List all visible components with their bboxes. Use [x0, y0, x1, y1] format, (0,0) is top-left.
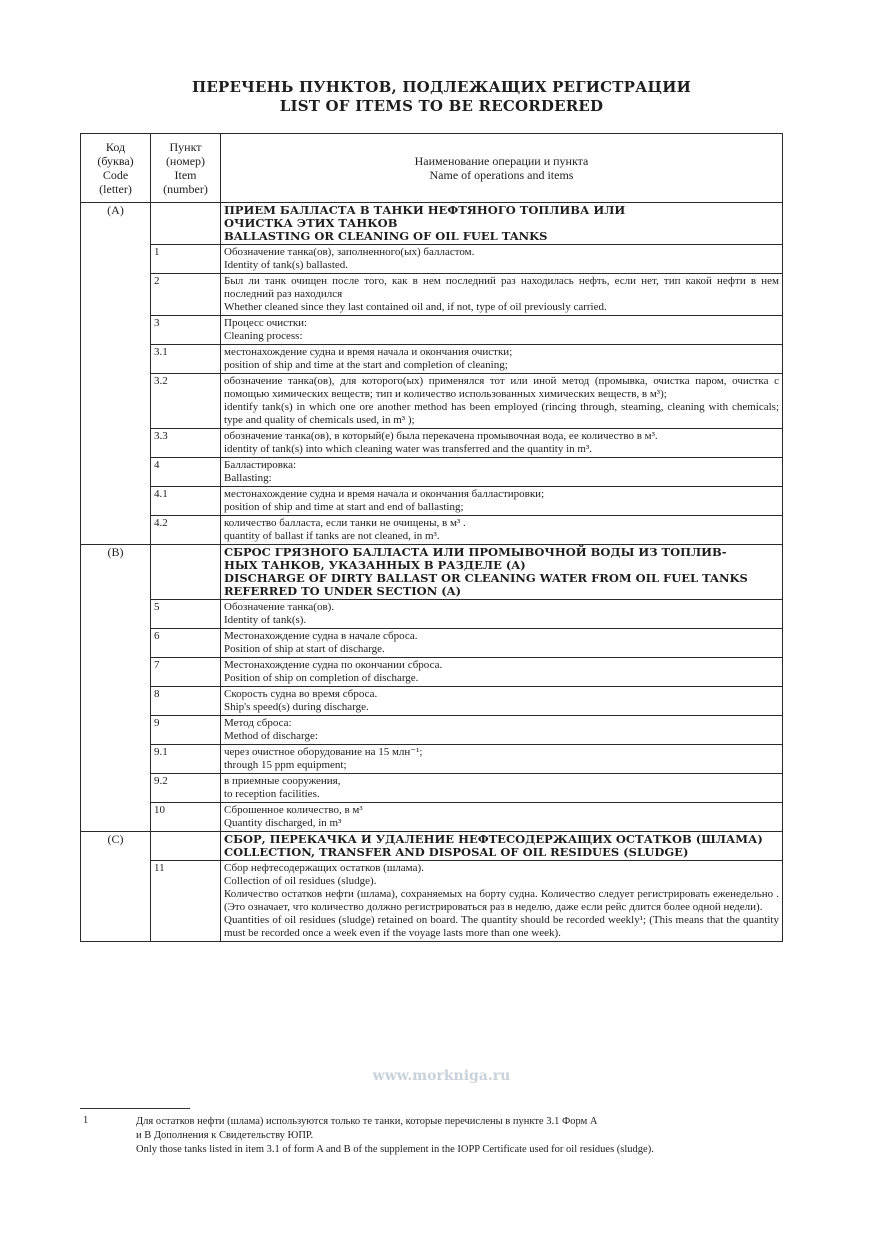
item-description-line: Position of ship on completion of discharge.	[224, 672, 419, 684]
item-description-line: Был ли танк очищен после того, как в нем последний раз находилась нефть, если нет, тип какой нефти в нем последний раз находился	[224, 275, 779, 300]
item-description-line: Method of discharge:	[224, 730, 318, 742]
item-description	[221, 716, 783, 745]
item-description-line: обозначение танка(ов), в который(е) была перекачена промывочная вода, ее количество в м³.	[224, 430, 658, 442]
section-heading	[221, 832, 783, 861]
item-number: 5	[151, 600, 221, 629]
item-description	[221, 600, 783, 629]
item-number: 7	[151, 658, 221, 687]
footnote-divider	[80, 1108, 190, 1109]
section-heading	[221, 545, 783, 600]
item-description	[221, 374, 783, 429]
section-code: (B)	[81, 545, 151, 832]
item-description-line: identity of tank(s) into which cleaning water was transferred and the quantity in m³.	[224, 443, 593, 455]
item-description-line: в приемные сооружения,	[224, 775, 341, 787]
item-description-line: Процесс очистки:	[224, 317, 308, 329]
header-operation-line: Name of operations and items	[429, 168, 574, 182]
section-row	[81, 832, 783, 861]
item-description-line: Whether cleaned since they last contained oil and, if not, type of oil previously carried.	[224, 301, 607, 313]
item-description-line: Сброшенное количество, в м³	[224, 804, 363, 816]
section-heading-line: BALLASTING OR CLEANING OF OIL FUEL TANKS	[224, 229, 548, 243]
item-description-line: Ballasting:	[224, 472, 272, 484]
item-number: 1	[151, 245, 221, 274]
item-description-line: через очистное оборудование на 15 млн⁻¹;	[224, 746, 423, 758]
table-row	[81, 629, 783, 658]
table-row	[81, 429, 783, 458]
records-table	[80, 133, 783, 942]
item-description-line: position of ship and time at start and end of ballasting;	[224, 501, 464, 513]
section-code: (A)	[81, 203, 151, 545]
header-item	[151, 134, 221, 203]
item-description-line: Скорость судна во время сброса.	[224, 688, 378, 700]
section-heading-num-cell	[151, 832, 221, 861]
header-operation	[221, 134, 783, 203]
page-title	[0, 78, 883, 116]
table-row	[81, 716, 783, 745]
table-row	[81, 374, 783, 429]
item-description-line: Местонахождение судна в начале сброса.	[224, 630, 418, 642]
item-number: 2	[151, 274, 221, 316]
item-description-line: Обозначение танка(ов), заполненного(ых) балластом.	[224, 246, 475, 258]
item-description-line: to reception facilities.	[224, 788, 320, 800]
header-item-line: Пункт	[169, 140, 202, 154]
section-heading-line: НЫХ ТАНКОВ, УКАЗАННЫХ В РАЗДЕЛЕ (A)	[224, 558, 526, 572]
table-row	[81, 516, 783, 545]
item-description-line: Identity of tank(s) ballasted.	[224, 259, 349, 271]
section-code: (C)	[81, 832, 151, 942]
table-row	[81, 861, 783, 942]
section-heading-line: REFERRED TO UNDER SECTION (A)	[224, 584, 462, 598]
item-number: 3.2	[151, 374, 221, 429]
footnote-line: Для остатков нефти (шлама) используются только те танки, которые перечислены в пункте 3.1 Форм А	[136, 1116, 598, 1127]
footnote-mark: 1	[83, 1115, 89, 1126]
table-row	[81, 658, 783, 687]
item-description-line: Метод сброса:	[224, 717, 292, 729]
item-number: 11	[151, 861, 221, 942]
item-description	[221, 861, 783, 942]
table-row	[81, 487, 783, 516]
table-row	[81, 274, 783, 316]
header-code	[81, 134, 151, 203]
item-description	[221, 745, 783, 774]
section-heading-line: ОЧИСТКА ЭТИХ ТАНКОВ	[224, 216, 398, 230]
header-code-line: Код	[105, 140, 126, 154]
table-row	[81, 345, 783, 374]
header-item-line: (number)	[163, 182, 208, 196]
item-number: 3	[151, 316, 221, 345]
item-number: 9.2	[151, 774, 221, 803]
item-description	[221, 774, 783, 803]
footnote-line: и В Дополнения к Свидетельству ЮПР.	[136, 1130, 314, 1141]
item-description-line: обозначение танка(ов), для которого(ых) применялся тот или иной метод (промывка, очистка паром, очистка с помощью химических веществ; тип и количество использованных химических веществ, в м³);	[224, 375, 779, 400]
section-heading	[221, 203, 783, 245]
section-row	[81, 545, 783, 600]
table-row	[81, 600, 783, 629]
item-description-line: Collection of oil residues (sludge).	[224, 875, 377, 887]
item-number: 3.3	[151, 429, 221, 458]
item-description	[221, 687, 783, 716]
section-heading-line: ПРИЕМ БАЛЛАСТА В ТАНКИ НЕФТЯНОГО ТОПЛИВА ИЛИ	[224, 203, 626, 217]
section-heading-line: СБОР, ПЕРЕКАЧКА И УДАЛЕНИЕ НЕФТЕСОДЕРЖАЩИХ ОСТАТКОВ (ШЛАМА)	[224, 832, 763, 846]
table-row	[81, 774, 783, 803]
item-description	[221, 629, 783, 658]
footnote-line: Only those tanks listed in item 3.1 of form A and B of the supplement in the IOPP Certificate used for oil residues (sludge).	[136, 1144, 654, 1155]
header-code-line: Code	[102, 168, 129, 182]
table-row	[81, 316, 783, 345]
item-description	[221, 429, 783, 458]
item-description-line: Quantity discharged, in m³	[224, 817, 342, 829]
item-description-line: Quantities of oil residues (sludge) retained on board. The quantity should be recorded weekly¹; (This means that the quantity must be recorded once a week even if the voyage lasts more than one week).	[224, 914, 779, 939]
item-description-line: Cleaning process:	[224, 330, 303, 342]
item-number: 10	[151, 803, 221, 832]
item-description	[221, 658, 783, 687]
item-description-line: identify tank(s) in which one ore another method has been employed (rincing through, steaming, cleaning with chemicals; type and quality of chemicals used, in m³ );	[224, 401, 779, 426]
item-description-line: Identity of tank(s).	[224, 614, 307, 626]
item-number: 3.1	[151, 345, 221, 374]
item-number: 9	[151, 716, 221, 745]
section-heading-num-cell	[151, 545, 221, 600]
item-number: 6	[151, 629, 221, 658]
section-heading-line: DISCHARGE OF DIRTY BALLAST OR CLEANING WATER FROM OIL FUEL TANKS	[224, 571, 748, 585]
title-en: LIST OF ITEMS TO BE RECORDERED	[279, 97, 604, 115]
item-number: 4.2	[151, 516, 221, 545]
table-row	[81, 245, 783, 274]
footnote-text	[136, 1115, 796, 1157]
header-item-line: (номер)	[165, 154, 206, 168]
table-row	[81, 803, 783, 832]
title-ru: ПЕРЕЧЕНЬ ПУНКТОВ, ПОДЛЕЖАЩИХ РЕГИСТРАЦИИ	[192, 78, 691, 96]
item-number: 4.1	[151, 487, 221, 516]
header-code-line: (letter)	[99, 182, 132, 196]
item-description	[221, 516, 783, 545]
section-heading-line: COLLECTION, TRANSFER AND DISPOSAL OF OIL RESIDUES (SLUDGE)	[224, 845, 689, 859]
item-description-line: Местонахождение судна по окончании сброса.	[224, 659, 443, 671]
watermark: www.morkniga.ru	[372, 1068, 511, 1084]
item-number: 4	[151, 458, 221, 487]
item-description	[221, 487, 783, 516]
item-description	[221, 803, 783, 832]
item-description-line: местонахождение судна и время начала и окончания очистки;	[224, 346, 513, 358]
item-description-line: position of ship and time at the start and completion of cleaning;	[224, 359, 508, 371]
item-description-line: Ship's speed(s) during discharge.	[224, 701, 369, 713]
item-description-line: местонахождение судна и время начала и окончания балластировки;	[224, 488, 545, 500]
item-description	[221, 458, 783, 487]
item-description	[221, 274, 783, 316]
item-number: 9.1	[151, 745, 221, 774]
header-item-line: Item	[174, 168, 197, 182]
item-description-line: количество балласта, если танки не очищены, в м³ .	[224, 517, 466, 529]
item-description	[221, 316, 783, 345]
item-description-line: quantity of ballast if tanks are not cleaned, in m³.	[224, 530, 440, 542]
table-row	[81, 458, 783, 487]
header-operation-line: Наименование операции и пункта	[414, 154, 589, 168]
item-description	[221, 345, 783, 374]
item-number: 8	[151, 687, 221, 716]
table-row	[81, 687, 783, 716]
item-description-line: Количество остатков нефти (шлама), сохраняемых на борту судна. Количество следует регистрировать еженедельно . (Это означает, что количество должно регистрироваться раз в неделю, даже если рейс длится более одной недели).	[224, 888, 779, 913]
section-row	[81, 203, 783, 245]
table-header-row	[81, 134, 783, 203]
item-description-line: Балластировка:	[224, 459, 297, 471]
item-description-line: Сбор нефтесодержащих остатков (шлама).	[224, 862, 424, 874]
table-body	[81, 203, 783, 942]
item-description-line: Position of ship at start of discharge.	[224, 643, 385, 655]
item-description-line: Обозначение танка(ов).	[224, 601, 335, 613]
table-row	[81, 745, 783, 774]
section-heading-line: СБРОС ГРЯЗНОГО БАЛЛАСТА ИЛИ ПРОМЫВОЧНОЙ ВОДЫ ИЗ ТОПЛИВ-	[224, 545, 727, 559]
header-code-line: (буква)	[97, 154, 134, 168]
item-description	[221, 245, 783, 274]
section-heading-num-cell	[151, 203, 221, 245]
item-description-line: through 15 ppm equipment;	[224, 759, 347, 771]
